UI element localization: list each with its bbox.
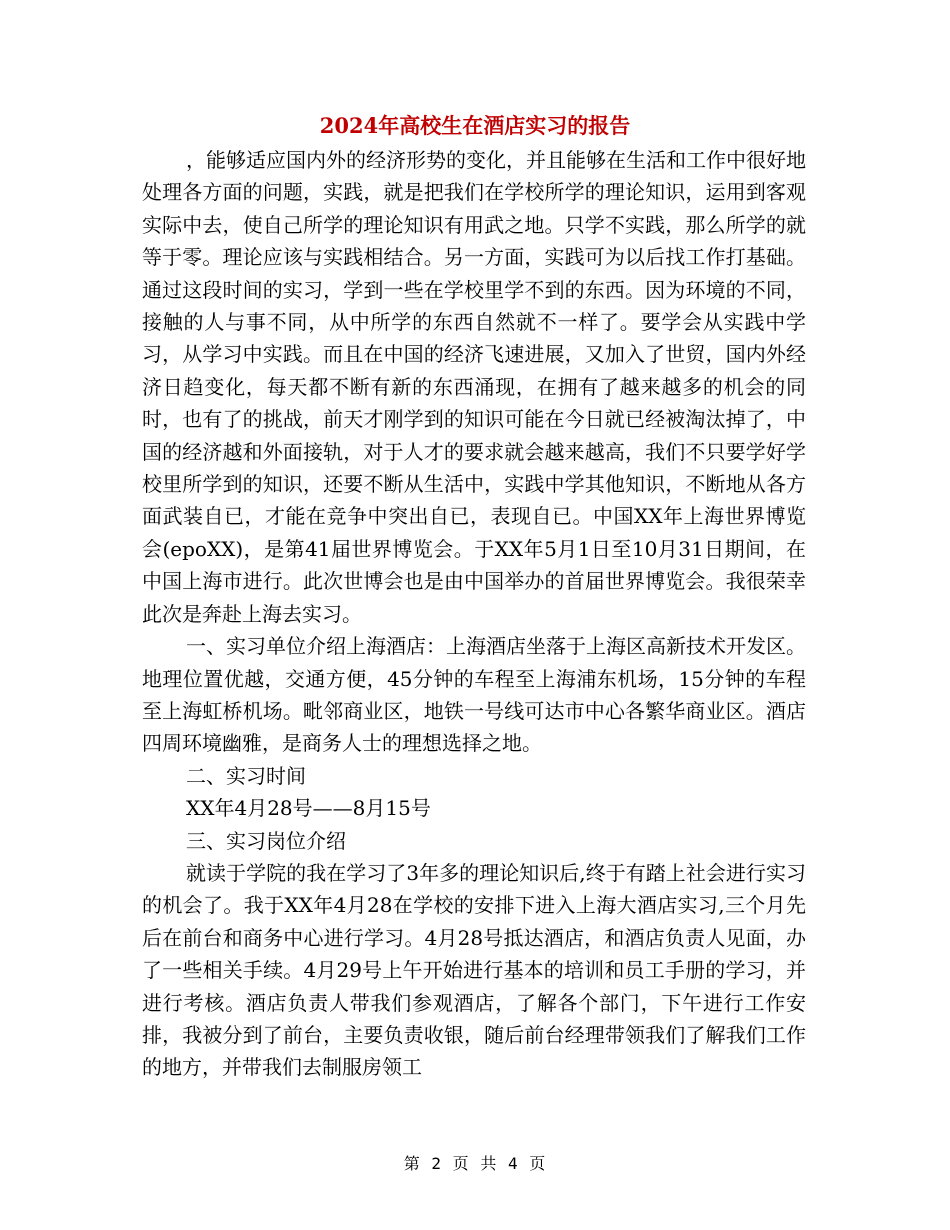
document-title: 2024年高校生在酒店实习的报告	[319, 113, 631, 138]
section-heading-position: 三、实习岗位介绍	[186, 828, 346, 853]
paragraph-time: XX年4月28号——8月15号	[186, 796, 431, 821]
paragraph-company-intro: 一、实习单位介绍上海酒店：上海酒店坐落于上海区高新技术开发区。地理位置优越，交通方便，45分钟的车程至上海浦东机场，15分钟的车程至上海虹桥机场。毗邻商业区，地铁一号线可达市中心各繁华商业区。酒店四周环境幽雅，是商务人士的理想选择之地。	[142, 634, 806, 756]
paragraph-position: 就读于学院的我在学习了3年多的理论知识后,终于有踏上社会进行实习的机会了。我于XX年4月28在学校的安排下进入上海大酒店实习,三个月先后在前台和商务中心进行学习。4月28号抵达酒店，和酒店负责人见面，办了一些相关手续。4月29号上午开始进行基本的培训和员工手册的学习，并进行考核。酒店负责人带我们参观酒店，了解各个部门，下午进行工作安排，我被分到了前台，主要负责收银，随后前台经理带领我们了解我们工作的地方，并带我们去制服房领工	[142, 860, 806, 1080]
paragraph-intro: ，能够适应国内外的经济形势的变化，并且能够在生活和工作中很好地处理各方面的问题，实践，就是把我们在学校所学的理论知识，运用到客观实际中去，使自己所学的理论知识有用武之地。只学不实践，那么所学的就等于零。理论应该与实践相结合。另一方面，实践可为以后找工作打基础。通过这段时间的实习，学到一些在学校里学不到的东西。因为环境的不同，接触的人与事不同，从中所学的东西自然就不一样了。要学会从实践中学习，从学习中实践。而且在中国的经济飞速进展，又加入了世贸，国内外经济日趋变化，每天都不断有新的东西涌现，在拥有了越来越多的机会的同时，也有了的挑战，前天才刚学到的知识可能在今日就已经被淘汰掉了，中国的经济越和外面接轨，对于人才的要求就会越来越高，我们不只要学好学校里所学到的知识，还要不断从生活中，实践中学其他知识，不断地从各方面武装自已，才能在竞争中突出自已，表现自已。中国XX年上海世界博览会(epoXX)，是第41届世界博览会。于XX年5月1日至10月31日期间，在中国上海市进行。此次世博会也是由中国举办的首届世界博览会。我很荣幸此次是奔赴上海去实习。	[142, 148, 806, 626]
document-body	[142, 144, 806, 1084]
page-footer: 第 2 页 共 4 页	[403, 1154, 547, 1173]
section-heading-time: 二、实习时间	[186, 763, 306, 788]
